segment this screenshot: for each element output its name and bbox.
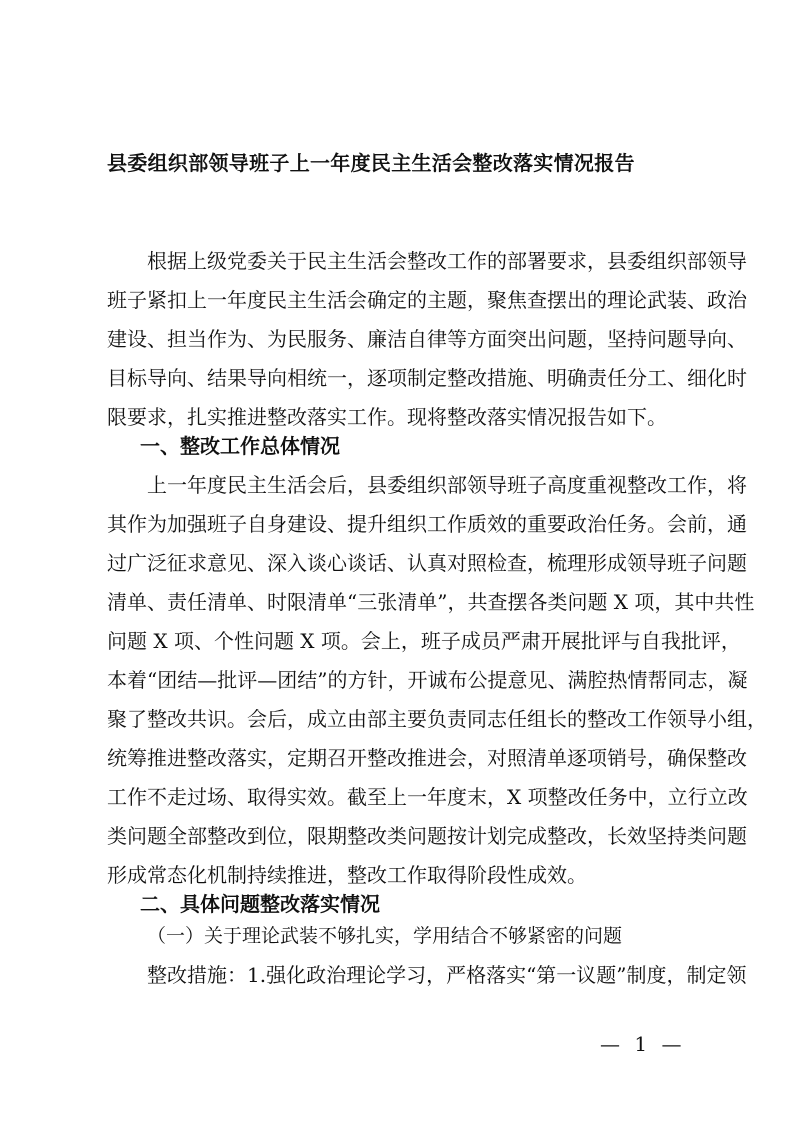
section-1-heading: 一、整改工作总体情况 <box>140 433 340 458</box>
section-1-line: 聚了整改共识。会后，成立由部主要负责同志任组长的整改工作领导小组， <box>107 706 767 731</box>
section-1-line: 类问题全部整改到位，限期整改类问题按计划完成整改，长效坚持类问题 <box>107 823 747 848</box>
section-1-line: 统筹推进整改落实，定期召开整改推进会，对照清单逐项销号，确保整改 <box>107 745 747 770</box>
section-2-subheading: （一）关于理论武装不够扎实，学用结合不够紧密的问题 <box>147 924 623 947</box>
document-title: 县委组织部领导班子上一年度民主生活会整改落实情况报告 <box>107 151 635 175</box>
intro-line: 建设、担当作为、为民服务、廉洁自律等方面突出问题，坚持问题导向、 <box>107 326 747 351</box>
intro-line: 班子紧扣上一年度民主生活会确定的主题，聚焦查摆出的理论武装、政治 <box>107 287 747 312</box>
page-number: — 1 — <box>600 1032 686 1056</box>
section-1-line: 清单、责任清单、时限清单“三张清单”，共查摆各类问题 X 项，其中共性 <box>107 589 755 614</box>
intro-line: 根据上级党委关于民主生活会整改工作的部署要求，县委组织部领导 <box>147 248 747 273</box>
section-1-line: 形成常态化机制持续推进，整改工作取得阶段性成效。 <box>107 862 587 887</box>
intro-line: 目标导向、结果导向相统一，逐项制定整改措施、明确责任分工、细化时 <box>107 365 747 390</box>
section-1-line: 其作为加强班子自身建设、提升组织工作质效的重要政治任务。会前，通 <box>107 511 747 536</box>
section-2-line: 整改措施：1.强化政治理论学习，严格落实“第一议题”制度，制定领 <box>147 962 747 987</box>
intro-line: 限要求，扎实推进整改落实工作。现将整改落实情况报告如下。 <box>107 404 667 429</box>
section-1-line: 工作不走过场、取得实效。截至上一年度末，X 项整改任务中，立行立改 <box>107 784 748 809</box>
section-1-line: 本着“团结—批评—团结”的方针，开诚布公提意见、满腔热情帮同志，凝 <box>107 667 748 692</box>
document-body <box>107 242 767 995</box>
section-1-line: 过广泛征求意见、深入谈心谈话、认真对照检查，梳理形成领导班子问题 <box>107 550 747 575</box>
section-1-line: 上一年度民主生活会后，县委组织部领导班子高度重视整改工作，将 <box>147 472 747 497</box>
section-2-heading: 二、具体问题整改落实情况 <box>140 891 380 916</box>
section-1-line: 问题 X 项、个性问题 X 项。会上，班子成员严肃开展批评与自我批评， <box>107 628 741 653</box>
